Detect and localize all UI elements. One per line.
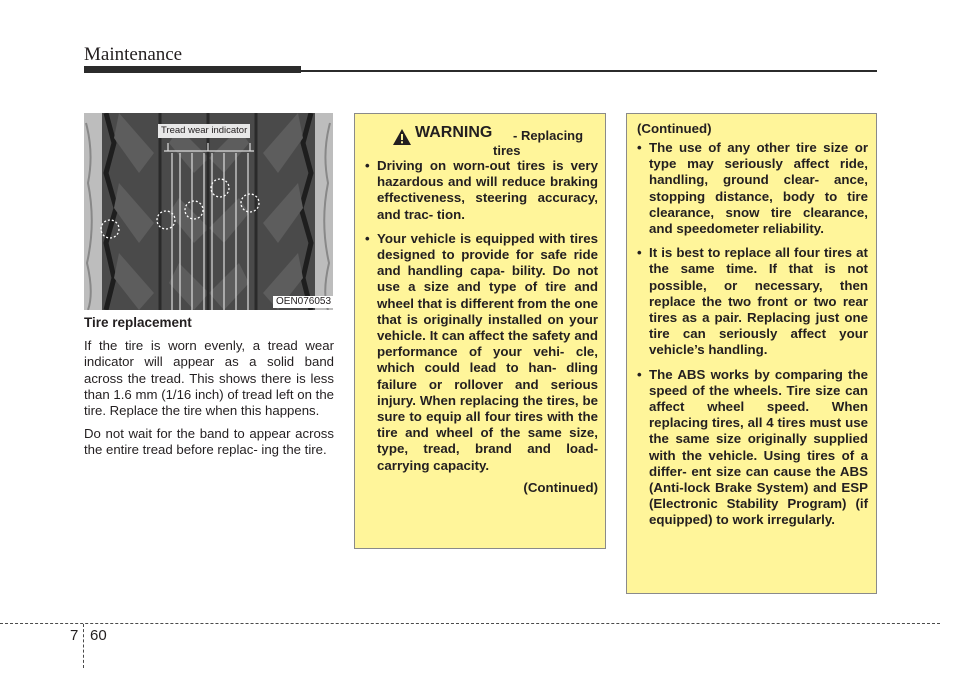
list-item: • Your vehicle is equipped with tires designed to provide for safe ride and handling capa- bility. Do not use a size and type of tire and wheel that is different from the one that is originally installed on your vehicle. It can affect the safety and performance of your vehi- cle, which could lead to han- dling failure or rollover and serious injury. When replacing the tires, be sure to equip all four tires with the tire and wheel of the same size, type, tread, brand and load-carrying capacity. — [365, 230, 598, 473]
warning-subtitle: - Replacing — [513, 128, 584, 143]
list-item: • The ABS works by comparing the speed of the wheels. Tire size can affect wheel speed. When replacing tires, all 4 tires must use the same size originally supplied with the vehicle. Using tires of a differ- ent size can cause the ABS (Anti-lock Brake System) and ESP (Electronic Stability Program) (if equipped) to work irregularly. — [637, 366, 868, 528]
section-heading: Tire replacement — [84, 315, 192, 330]
warning-title: WARNING — [415, 124, 493, 141]
header-rule-thin — [301, 70, 877, 72]
footer-rule — [0, 623, 940, 624]
warning-header — [365, 122, 598, 158]
continued-label: (Continued) — [637, 121, 712, 136]
body-paragraph: Do not wait for the band to appear across the entire tread before replac- ing the tire. — [84, 426, 334, 458]
chapter-number: 7 — [70, 627, 79, 644]
tire-tread-illustration — [84, 113, 333, 310]
section-title: Maintenance — [84, 44, 183, 65]
list-item: • The use of any other tire size or type may seriously affect ride, handling, ground clear- ance, stopping distance, body to tire clearance, snow tire clearance, and speedometer reliability. — [637, 140, 868, 237]
warning-list — [365, 158, 598, 474]
tire-replacement-section — [84, 315, 334, 466]
list-item: • Driving on worn-out tires is very hazardous and will reduce braking effectiveness, steering accuracy, and trac- tion. — [365, 158, 598, 222]
warning-box — [354, 113, 606, 549]
continued-list — [637, 140, 868, 529]
tread-wear-indicator-callout: Tread wear indicator — [158, 124, 250, 138]
continued-label: (Continued) — [523, 479, 598, 495]
header-rule-thick — [84, 66, 301, 73]
figure-code: OEN076053 — [273, 296, 334, 308]
list-item: • It is best to replace all four tires at the same time. If that is not possible, or necessary, then replace the two front or two rear tires as a pair. Replacing just one tire can seriously affect your vehicle’s handling. — [637, 245, 868, 358]
footer-divider — [83, 624, 84, 668]
body-paragraph: If the tire is worn evenly, a tread wear indicator will appear as a solid band across the tread. This shows there is less than 1.6 mm (1/16 inch) of tread left on the tire. Replace the tire when this happens. — [84, 338, 334, 419]
continued-box — [626, 113, 877, 594]
warning-triangle-icon — [393, 129, 411, 150]
warning-subtitle-line2: tires — [493, 143, 521, 158]
page-number: 60 — [90, 627, 107, 644]
